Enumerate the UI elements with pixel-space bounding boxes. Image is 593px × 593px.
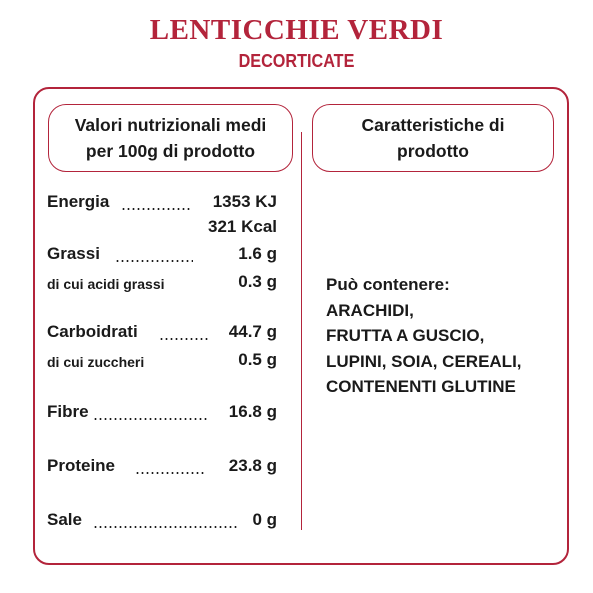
sugars-value: 0.5 g — [238, 350, 277, 369]
product-title: LENTICCHIE VERDI — [149, 14, 444, 46]
nutrition-row-salt — [47, 508, 277, 532]
allergen-line: LUPINI, SOIA, CEREALI, — [326, 351, 522, 371]
salt-label: Sale — [47, 510, 82, 529]
fat-label: Grassi — [47, 244, 100, 263]
nutrition-row-energy — [47, 190, 277, 214]
leader-dots — [159, 338, 209, 340]
carbs-value: 44.7 g — [228, 322, 277, 341]
features-header — [312, 104, 554, 172]
carbs-label: Carboidrati — [47, 322, 138, 341]
nutrition-row-energy-kcal — [47, 215, 277, 239]
protein-value: 23.8 g — [228, 456, 277, 475]
column-divider — [301, 132, 302, 530]
saturated-label: di cui acidi grassi — [47, 276, 165, 292]
protein-label: Proteine — [47, 456, 116, 475]
leader-dots — [93, 418, 209, 420]
energy-kcal-value: 321 Kcal — [208, 217, 277, 236]
saturated-value: 0.3 g — [238, 272, 277, 291]
allergen-notice — [326, 272, 522, 400]
fibre-label: Fibre — [47, 402, 89, 421]
nutrition-row-fibre — [47, 400, 277, 424]
leader-dots — [93, 526, 239, 528]
nutrition-row-fat — [47, 242, 277, 266]
allergen-line: FRUTTA A GUSCIO, — [326, 326, 485, 345]
nutrition-row-saturated — [47, 270, 277, 294]
nutrition-row-protein — [47, 454, 277, 478]
nutrition-row-carbs — [47, 320, 277, 344]
allergen-line: ARACHIDI, — [326, 300, 414, 320]
features-header-line-2: prodotto — [397, 141, 469, 161]
fat-value: 1.6 g — [238, 244, 277, 263]
product-subtitle: DECORTICATE — [238, 51, 355, 71]
allergen-line: CONTENENTI GLUTINE — [326, 377, 516, 396]
energy-kj-value: 1353 KJ — [212, 192, 277, 211]
nutrition-header-line-2: per 100g di prodotto — [85, 141, 256, 161]
leader-dots — [121, 208, 191, 210]
nutrition-header-line-1: Valori nutrizionali medi — [74, 115, 267, 135]
nutrition-header — [48, 104, 293, 172]
salt-value: 0 g — [252, 510, 277, 529]
features-header-line-1: Caratteristiche di — [361, 115, 505, 135]
fibre-value: 16.8 g — [228, 402, 277, 421]
energy-label: Energia — [47, 192, 110, 211]
leader-dots — [135, 472, 205, 474]
nutrition-row-sugars — [47, 348, 277, 372]
allergen-heading: Può contenere: — [326, 275, 450, 294]
sugars-label: di cui zuccheri — [47, 354, 145, 370]
leader-dots — [115, 260, 193, 262]
